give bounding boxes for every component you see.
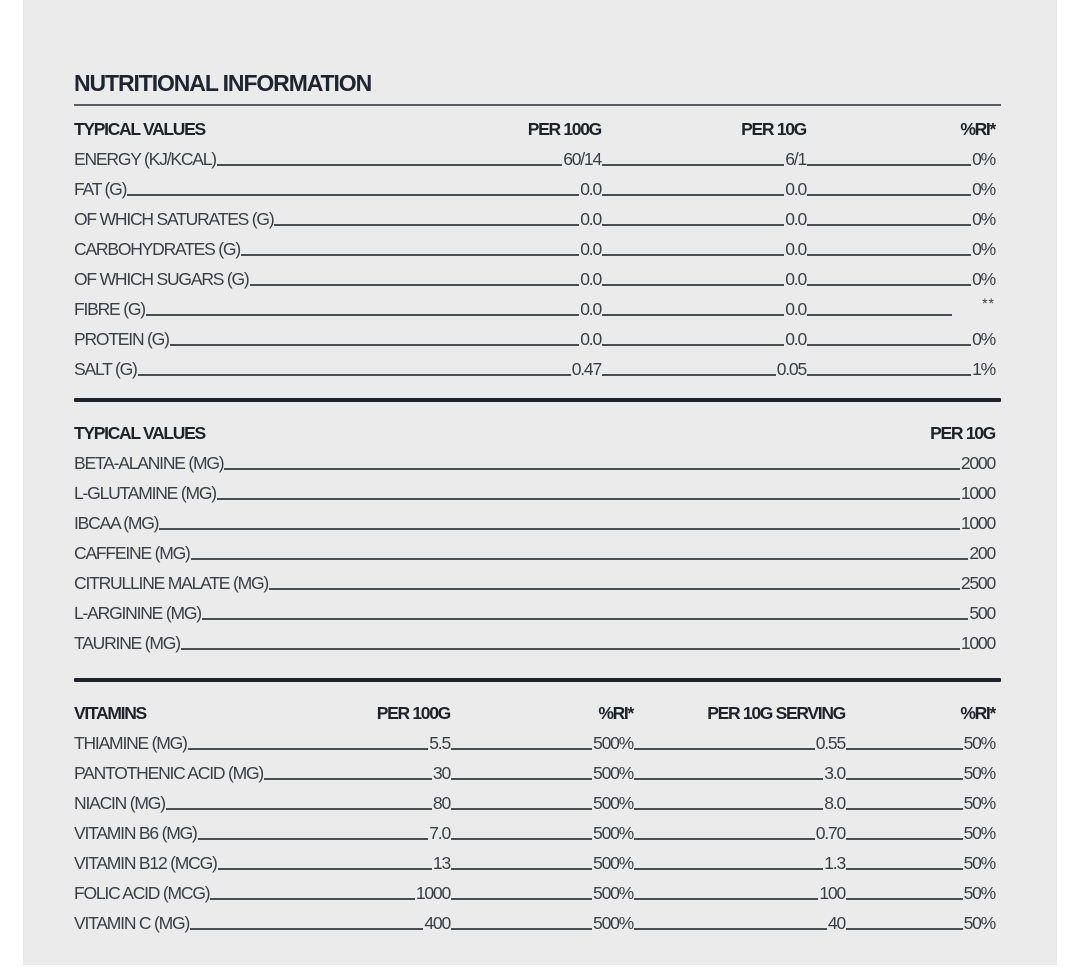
dotted-leader-line xyxy=(807,314,952,316)
ri-percent-value: 0% xyxy=(972,149,995,169)
dotted-leader-line xyxy=(634,928,827,930)
column-header: %RI* xyxy=(960,703,995,723)
dotted-leader-line xyxy=(170,344,580,346)
dotted-leader-line xyxy=(846,868,963,870)
table-row xyxy=(74,322,995,352)
section-divider xyxy=(74,678,1001,682)
dotted-leader-line xyxy=(451,838,592,840)
active-ingredient-label: L-ARGININE (MG) xyxy=(74,603,201,623)
nutrition-panel xyxy=(23,0,1057,965)
per-10g-value: 0.0 xyxy=(785,329,806,349)
table-row xyxy=(74,756,995,786)
vitamins-rows xyxy=(74,726,995,936)
table-row xyxy=(74,172,995,202)
per-10g-serving-value: 3.0 xyxy=(824,763,845,783)
table-row xyxy=(74,232,995,262)
column-header: TYPICAL VALUES xyxy=(74,119,205,139)
dotted-leader-line xyxy=(250,284,580,286)
table-row xyxy=(74,876,995,906)
dotted-leader-line xyxy=(181,648,960,650)
per-10g-serving-value: 100 xyxy=(819,883,845,903)
table-row xyxy=(74,446,995,476)
dotted-leader-line xyxy=(451,808,592,810)
nutrient-label: ENERGY (KJ/KCAL) xyxy=(74,149,216,169)
active-ingredient-label: IBCAA (MG) xyxy=(74,513,159,533)
active-ingredient-label: TAURINE (MG) xyxy=(74,633,180,653)
table-row xyxy=(74,596,995,626)
nutrient-label: OF WHICH SUGARS (G) xyxy=(74,269,249,289)
ri-percent-value: 0% xyxy=(972,239,995,259)
dotted-leader-line xyxy=(274,224,579,226)
active-ingredient-label: BETA-ALANINE (MG) xyxy=(74,453,224,473)
table-row xyxy=(74,476,995,506)
dotted-leader-line xyxy=(807,284,971,286)
dotted-leader-line xyxy=(159,528,960,530)
column-header: PER 10G xyxy=(741,119,806,139)
dotted-leader-line xyxy=(634,898,818,900)
table-row xyxy=(74,786,995,816)
ri-10g-value: 50% xyxy=(963,823,995,843)
dotted-leader-line xyxy=(188,748,429,750)
per-10g-value: 0.0 xyxy=(785,269,806,289)
per-10g-value: 0.0 xyxy=(785,209,806,229)
ri-percent-value: 1% xyxy=(972,359,995,379)
ri-10g-value: 50% xyxy=(963,913,995,933)
dotted-leader-line xyxy=(269,588,960,590)
dotted-leader-line xyxy=(138,374,571,376)
dotted-leader-line xyxy=(166,808,432,810)
ri-10g-value: 50% xyxy=(963,793,995,813)
column-header: PER 10G SERVING xyxy=(707,703,845,723)
table-header-row xyxy=(74,112,995,142)
dotted-leader-line xyxy=(807,224,971,226)
per-100g-value: 1000 xyxy=(415,883,450,903)
dotted-leader-line xyxy=(807,164,971,166)
per-10g-value: 500 xyxy=(969,603,995,623)
per-100g-value: 0.0 xyxy=(580,299,601,319)
dotted-leader-line xyxy=(846,748,963,750)
dotted-leader-line xyxy=(451,898,592,900)
per-100g-value: 0.0 xyxy=(580,329,601,349)
per-10g-value: 2500 xyxy=(960,573,995,593)
table-row xyxy=(74,352,995,382)
dotted-leader-line xyxy=(634,808,823,810)
ri-100g-value: 500% xyxy=(593,763,633,783)
ri-10g-value: 50% xyxy=(963,763,995,783)
nutrient-label: CARBOHYDRATES (G) xyxy=(74,239,240,259)
dotted-leader-line xyxy=(807,254,971,256)
vitamin-label: FOLIC ACID (MCG) xyxy=(74,883,210,903)
dotted-leader-line xyxy=(217,498,960,500)
nutrient-label: PROTEIN (G) xyxy=(74,329,169,349)
dotted-leader-line xyxy=(634,868,823,870)
table-row xyxy=(74,292,995,322)
dotted-leader-line xyxy=(241,254,579,256)
vitamin-label: VITAMIN C (MG) xyxy=(74,913,190,933)
ri-10g-value: 50% xyxy=(963,733,995,753)
dotted-leader-line xyxy=(807,374,971,376)
page-title: NUTRITIONAL INFORMATION xyxy=(74,70,372,96)
table-row xyxy=(74,262,995,292)
per-10g-value: 0.05 xyxy=(776,359,806,379)
dotted-leader-line xyxy=(217,164,562,166)
per-100g-value: 5.5 xyxy=(429,733,450,753)
vitamin-label: THIAMINE (MG) xyxy=(74,733,187,753)
dotted-leader-line xyxy=(846,808,963,810)
dotted-leader-line xyxy=(198,838,429,840)
ri-100g-value: 500% xyxy=(593,913,633,933)
per-10g-serving-value: 40 xyxy=(827,913,845,933)
dotted-leader-line xyxy=(218,868,432,870)
ri-10g-value: 50% xyxy=(963,853,995,873)
table-row xyxy=(74,506,995,536)
dotted-leader-line xyxy=(224,468,959,470)
dotted-leader-line xyxy=(807,194,971,196)
vitamins-table xyxy=(74,696,995,936)
dotted-leader-line xyxy=(202,618,969,620)
dotted-leader-line xyxy=(602,194,784,196)
column-header: PER 10G xyxy=(930,423,995,443)
ri-percent-value: 0% xyxy=(972,179,995,199)
table-row xyxy=(74,816,995,846)
table-header-row xyxy=(74,696,995,726)
dotted-leader-line xyxy=(602,314,784,316)
per-10g-serving-value: 1.3 xyxy=(824,853,845,873)
per-10g-value: 200 xyxy=(969,543,995,563)
per-10g-value: 1000 xyxy=(960,483,995,503)
title-divider xyxy=(74,104,1001,106)
per-10g-value: 0.0 xyxy=(785,299,806,319)
per-10g-value: 2000 xyxy=(960,453,995,473)
dotted-leader-line xyxy=(146,314,579,316)
per-10g-serving-value: 8.0 xyxy=(824,793,845,813)
dotted-leader-line xyxy=(602,164,784,166)
dotted-leader-line xyxy=(807,344,971,346)
ri-percent-value: 0% xyxy=(972,269,995,289)
dotted-leader-line xyxy=(190,928,423,930)
per-100g-value: 0.0 xyxy=(580,239,601,259)
per-10g-value: 6/1 xyxy=(785,149,806,169)
per-100g-value: 0.0 xyxy=(580,209,601,229)
per-10g-value: 0.0 xyxy=(785,239,806,259)
column-header: TYPICAL VALUES xyxy=(74,423,205,443)
dotted-leader-line xyxy=(602,224,784,226)
section-divider xyxy=(74,398,1001,402)
per-100g-value: 80 xyxy=(432,793,450,813)
ri-100g-value: 500% xyxy=(593,883,633,903)
dotted-leader-line xyxy=(602,254,784,256)
dotted-leader-line xyxy=(602,284,784,286)
dotted-leader-line xyxy=(634,838,815,840)
dotted-leader-line xyxy=(210,898,414,900)
ri-percent-value: 0% xyxy=(972,209,995,229)
table-row xyxy=(74,536,995,566)
actives-table xyxy=(74,416,995,656)
active-ingredient-label: CAFFEINE (MG) xyxy=(74,543,190,563)
per-100g-value: 60/14 xyxy=(563,149,601,169)
vitamin-label: NIACIN (MG) xyxy=(74,793,165,813)
per-100g-value: 0.0 xyxy=(580,269,601,289)
active-ingredient-label: CITRULLINE MALATE (MG) xyxy=(74,573,268,593)
per-10g-serving-value: 0.55 xyxy=(815,733,845,753)
table-row xyxy=(74,566,995,596)
per-100g-value: 0.0 xyxy=(580,179,601,199)
vitamin-label: VITAMIN B12 (MCG) xyxy=(74,853,217,873)
ri-100g-value: 500% xyxy=(593,853,633,873)
per-10g-value: 0.0 xyxy=(785,179,806,199)
table-row xyxy=(74,142,995,172)
dotted-leader-line xyxy=(634,778,823,780)
column-header: PER 100G xyxy=(376,703,450,723)
per-10g-serving-value: 0.70 xyxy=(815,823,845,843)
dotted-leader-line xyxy=(451,748,592,750)
table-row xyxy=(74,846,995,876)
ri-100g-value: 500% xyxy=(593,793,633,813)
actives-rows xyxy=(74,446,995,656)
dotted-leader-line xyxy=(127,194,579,196)
per-100g-value: 7.0 xyxy=(429,823,450,843)
vitamin-label: VITAMIN B6 (MG) xyxy=(74,823,197,843)
dotted-leader-line xyxy=(846,838,963,840)
column-header: %RI* xyxy=(598,703,633,723)
dotted-leader-line xyxy=(451,778,592,780)
vitamin-label: PANTOTHENIC ACID (MG) xyxy=(74,763,264,783)
typical-rows xyxy=(74,142,995,382)
per-100g-value: 400 xyxy=(424,913,450,933)
nutrient-label: FAT (G) xyxy=(74,179,127,199)
dotted-leader-line xyxy=(191,558,969,560)
nutrient-label: SALT (G) xyxy=(74,359,137,379)
active-ingredient-label: L-GLUTAMINE (MG) xyxy=(74,483,216,503)
ri-percent-value: 0% xyxy=(972,329,995,349)
per-100g-value: 0.47 xyxy=(571,359,601,379)
nutrient-label: OF WHICH SATURATES (G) xyxy=(74,209,274,229)
per-10g-value: 1000 xyxy=(960,633,995,653)
ri-percent-value: ** xyxy=(982,295,995,311)
table-row xyxy=(74,626,995,656)
table-header-row xyxy=(74,416,995,446)
per-100g-value: 13 xyxy=(432,853,450,873)
dotted-leader-line xyxy=(451,928,592,930)
dotted-leader-line xyxy=(846,898,963,900)
table-row xyxy=(74,726,995,756)
dotted-leader-line xyxy=(602,344,784,346)
ri-100g-value: 500% xyxy=(593,823,633,843)
per-100g-value: 30 xyxy=(432,763,450,783)
column-header: VITAMINS xyxy=(74,703,146,723)
per-10g-value: 1000 xyxy=(960,513,995,533)
dotted-leader-line xyxy=(451,868,592,870)
typical-values-table xyxy=(74,112,995,382)
table-row xyxy=(74,906,995,936)
dotted-leader-line xyxy=(634,748,815,750)
column-header: PER 100G xyxy=(527,119,601,139)
table-row xyxy=(74,202,995,232)
ri-100g-value: 500% xyxy=(593,733,633,753)
ri-10g-value: 50% xyxy=(963,883,995,903)
dotted-leader-line xyxy=(846,778,963,780)
column-header: %RI* xyxy=(960,119,995,139)
dotted-leader-line xyxy=(846,928,963,930)
dotted-leader-line xyxy=(602,374,776,376)
nutrient-label: FIBRE (G) xyxy=(74,299,145,319)
dotted-leader-line xyxy=(264,778,432,780)
